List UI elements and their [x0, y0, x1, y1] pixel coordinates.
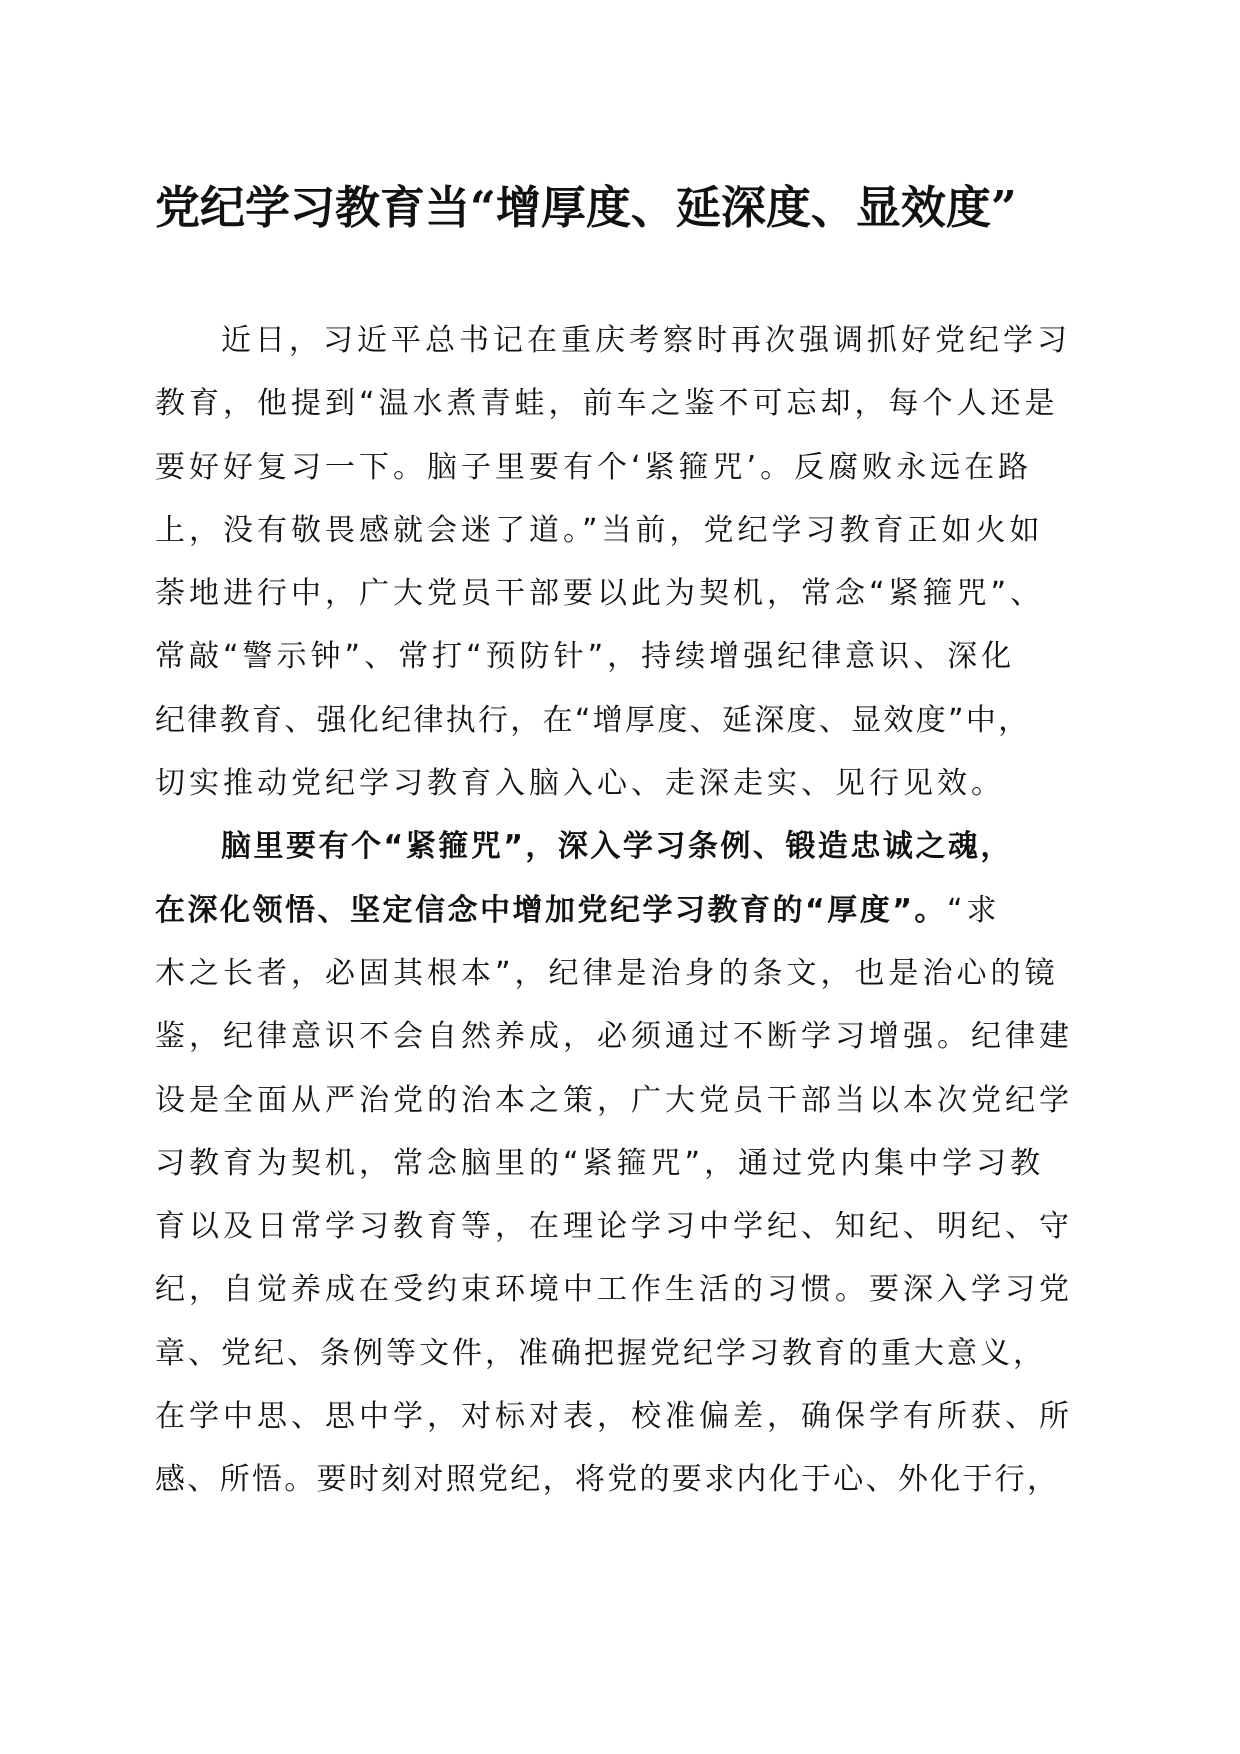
paragraph-1-line-5: 荼地进行中，广大党员干部要以此为契机，常念“紧箍咒”、: [155, 576, 1045, 612]
paragraph-1-line-2: 教育，他提到“温水煮青蛙，前车之鉴不可忘却，每个人还是: [155, 386, 1059, 422]
paragraph-2-line-6: 纪，自觉养成在受约束环境中工作生活的习惯。要深入学习党: [155, 1272, 1073, 1308]
paragraph-2-heading-rest: “求: [946, 892, 1001, 928]
paragraph-2-heading-bold: 在深化领悟、坚定信念中增加党纪学习教育的“厚度”。: [155, 892, 947, 928]
paragraph-2-line-7: 章、党纪、条例等文件，准确把握党纪学习教育的重大意义，: [155, 1335, 1046, 1371]
paragraph-2-heading-line-1: 脑里要有个“紧箍咒”，深入学习条例、锻造忠诚之魂，: [221, 829, 1013, 865]
document-title: 党纪学习教育当“增厚度、延深度、显效度”: [155, 181, 1017, 234]
paragraph-2-line-4: 习教育为契机，常念脑里的“紧箍咒”，通过党内集中学习教: [155, 1145, 1045, 1181]
paragraph-2-line-5: 育以及日常学习教育等，在理论学习中学纪、知纪、明纪、守: [155, 1209, 1073, 1245]
paragraph-1-line-4: 上，没有敬畏感就会迷了道。”当前，党纪学习教育正如火如: [155, 512, 1044, 548]
paragraph-2-line-9: 感、所悟。要时刻对照党纪，将党的要求内化于心、外化于行，: [155, 1462, 1060, 1498]
paragraph-1-line-7: 纪律教育、强化纪律执行，在“增厚度、延深度、显效度”中，: [155, 702, 1031, 738]
paragraph-1-line-3: 要好好复习一下。脑子里要有个‘紧箍咒’。反腐败永远在路: [155, 449, 1033, 485]
paragraph-2-line-1: 木之长者，必固其根本”，纪律是治身的条文，也是治心的镜: [155, 955, 1059, 991]
paragraph-1-line-1: 近日，习近平总书记在重庆考察时再次强调抓好党纪学习: [221, 323, 1071, 358]
paragraph-2-line-3: 设是全面从严治党的治本之策，广大党员干部当以本次党纪学: [155, 1082, 1073, 1118]
paragraph-2-heading-line-2: [155, 879, 1075, 942]
document-body: [155, 309, 1075, 1512]
paragraph-2-line-2: 鉴，纪律意识不会自然养成，必须通过不断学习增强。纪律建: [155, 1019, 1073, 1055]
paragraph-1-line-6: 常敲“警示钟”、常打“预防针”，持续增强纪律意识、深化: [155, 639, 1016, 675]
paragraph-2-line-8: 在学中思、思中学，对标对表，校准偏差，确保学有所获、所: [155, 1399, 1073, 1435]
paragraph-1-line-8: 切实推动党纪学习教育入脑入心、走深走实、见行见效。: [155, 766, 1005, 802]
